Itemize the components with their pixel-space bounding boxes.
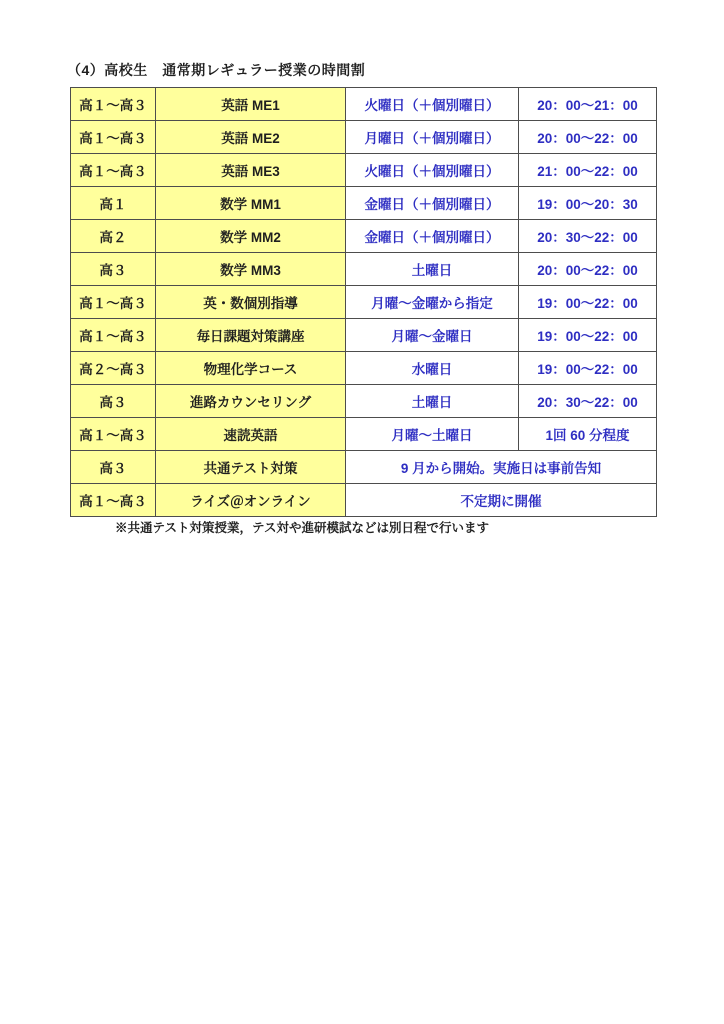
course-cell: 数学 MM1	[156, 187, 346, 220]
table-row	[71, 121, 657, 154]
schedule-table	[70, 87, 657, 517]
grade-cell: 高１～高３	[71, 88, 156, 121]
grade-cell: 高２～高３	[71, 352, 156, 385]
time-cell: 20：30～22：00	[519, 220, 657, 253]
day-cell: 月曜～金曜日	[346, 319, 519, 352]
day-cell: 月曜～土曜日	[346, 418, 519, 451]
grade-cell: 高３	[71, 451, 156, 484]
table-row	[71, 187, 657, 220]
table-row	[71, 352, 657, 385]
time-cell: 21：00～22：00	[519, 154, 657, 187]
table-row	[71, 253, 657, 286]
table-row	[71, 220, 657, 253]
course-cell: 英語 ME3	[156, 154, 346, 187]
day-cell: 金曜日（＋個別曜日）	[346, 220, 519, 253]
grade-cell: 高３	[71, 253, 156, 286]
time-cell: 19：00～22：00	[519, 319, 657, 352]
time-cell: 19：00～22：00	[519, 286, 657, 319]
table-row	[71, 484, 657, 517]
course-cell: 数学 MM2	[156, 220, 346, 253]
course-cell: 共通テスト対策	[156, 451, 346, 484]
time-cell: 19：00～22：00	[519, 352, 657, 385]
table-row	[71, 319, 657, 352]
day-cell: 土曜日	[346, 253, 519, 286]
note-cell: 不定期に開催	[346, 484, 657, 517]
course-cell: 速読英語	[156, 418, 346, 451]
grade-cell: 高１～高３	[71, 121, 156, 154]
table-row	[71, 418, 657, 451]
grade-cell: 高３	[71, 385, 156, 418]
footnote: ※共通テスト対策授業，テス対や進研模試などは別日程で行います	[115, 521, 490, 535]
course-cell: 英語 ME1	[156, 88, 346, 121]
course-cell: 物理化学コース	[156, 352, 346, 385]
time-cell: 19：00～20：30	[519, 187, 657, 220]
grade-cell: 高２	[71, 220, 156, 253]
page-title: （4）高校生 通常期レギュラー授業の時間割	[67, 62, 366, 78]
grade-cell: 高１～高３	[71, 319, 156, 352]
time-cell: 1回 60 分程度	[519, 418, 657, 451]
table-row	[71, 451, 657, 484]
course-cell: 英・数個別指導	[156, 286, 346, 319]
day-cell: 月曜～金曜から指定	[346, 286, 519, 319]
course-cell: 英語 ME2	[156, 121, 346, 154]
grade-cell: 高１	[71, 187, 156, 220]
course-cell: 数学 MM3	[156, 253, 346, 286]
course-cell: ライズ＠オンライン	[156, 484, 346, 517]
table-row	[71, 385, 657, 418]
time-cell: 20：30～22：00	[519, 385, 657, 418]
table-row	[71, 154, 657, 187]
day-cell: 水曜日	[346, 352, 519, 385]
time-cell: 20：00～22：00	[519, 121, 657, 154]
course-cell: 毎日課題対策講座	[156, 319, 346, 352]
time-cell: 20：00～22：00	[519, 253, 657, 286]
note-cell: 9 月から開始。実施日は事前告知	[346, 451, 657, 484]
grade-cell: 高１～高３	[71, 484, 156, 517]
grade-cell: 高１～高３	[71, 286, 156, 319]
day-cell: 火曜日（＋個別曜日）	[346, 154, 519, 187]
table-row	[71, 88, 657, 121]
day-cell: 金曜日（＋個別曜日）	[346, 187, 519, 220]
grade-cell: 高１～高３	[71, 154, 156, 187]
grade-cell: 高１～高３	[71, 418, 156, 451]
day-cell: 月曜日（＋個別曜日）	[346, 121, 519, 154]
day-cell: 火曜日（＋個別曜日）	[346, 88, 519, 121]
course-cell: 進路カウンセリング	[156, 385, 346, 418]
table-row	[71, 286, 657, 319]
time-cell: 20：00～21：00	[519, 88, 657, 121]
day-cell: 土曜日	[346, 385, 519, 418]
